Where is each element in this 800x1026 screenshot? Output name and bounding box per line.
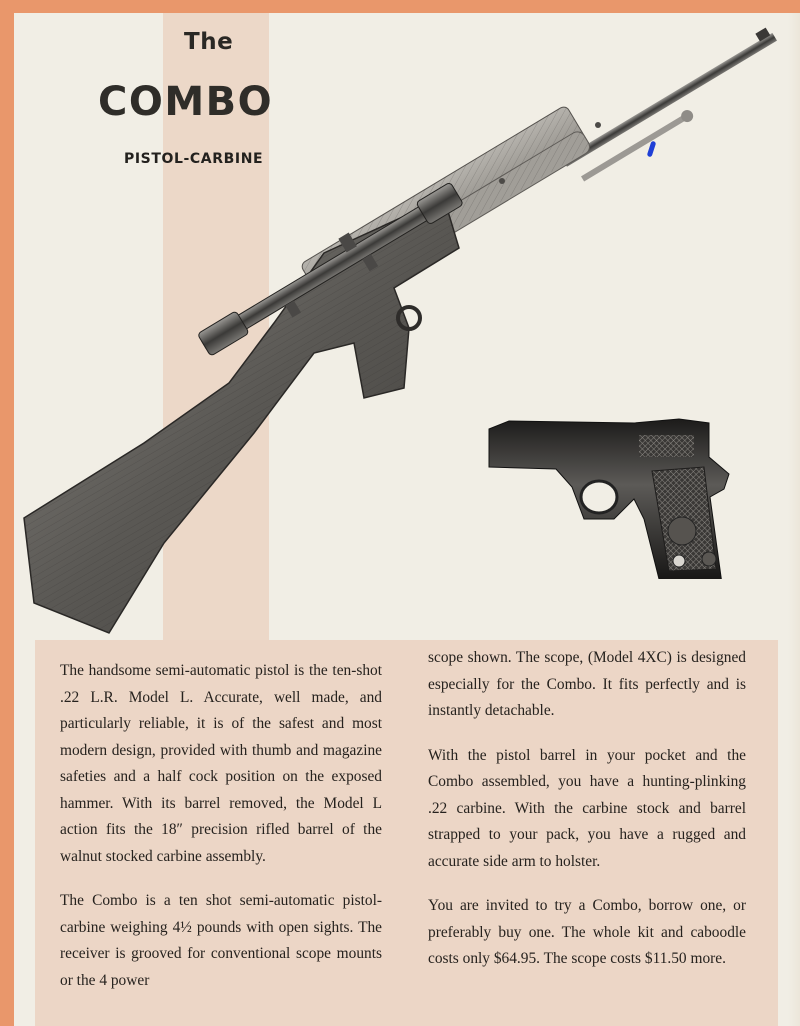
barrel <box>558 26 777 167</box>
pistol-illustration <box>484 409 734 579</box>
paragraph-pistol-description: The handsome semi-automatic pistol is the ten-shot .22 L.R. Model L. Accurate, well made, and particularly reliable, it is of the safest and most modern design, provided with thumb and magazine safeties and a half cock position on the exposed hammer. With its barrel removed, the Model L action fits the 18″ precision rifled barrel of the walnut stocked carbine assembly. <box>60 662 382 865</box>
left-column <box>60 658 382 1012</box>
paragraph-scope: scope shown. The scope, (Model 4XC) is designed especially for the Combo. It fits perfectly and is instantly detachable. <box>428 649 746 719</box>
page-title: COMBO <box>98 79 274 125</box>
paragraph-usage: With the pistol barrel in your pocket and the Combo assembled, you have a hunting-plinking .22 carbine. With the carbine stock and barrel strapped to your pack, you have a rugged and accurate side arm to holster. <box>428 746 746 870</box>
paragraph-pricing: You are invited to try a Combo, borrow one, or preferably buy one. The whole kit and caboodle costs only $64.95. The scope costs $11.50 more. <box>428 897 746 967</box>
description-panel <box>35 640 778 1026</box>
page-subtitle: PISTOL-CARBINE <box>124 151 264 167</box>
title-the: The <box>184 29 234 55</box>
paragraph-combo-specs: The Combo is a ten shot semi-automatic pistol-carbine weighing 4½ pounds with open sights. The receiver is grooved for conventional scope mounts or the 4 power <box>60 892 382 989</box>
right-column <box>428 645 746 991</box>
brochure-page <box>14 13 800 1026</box>
